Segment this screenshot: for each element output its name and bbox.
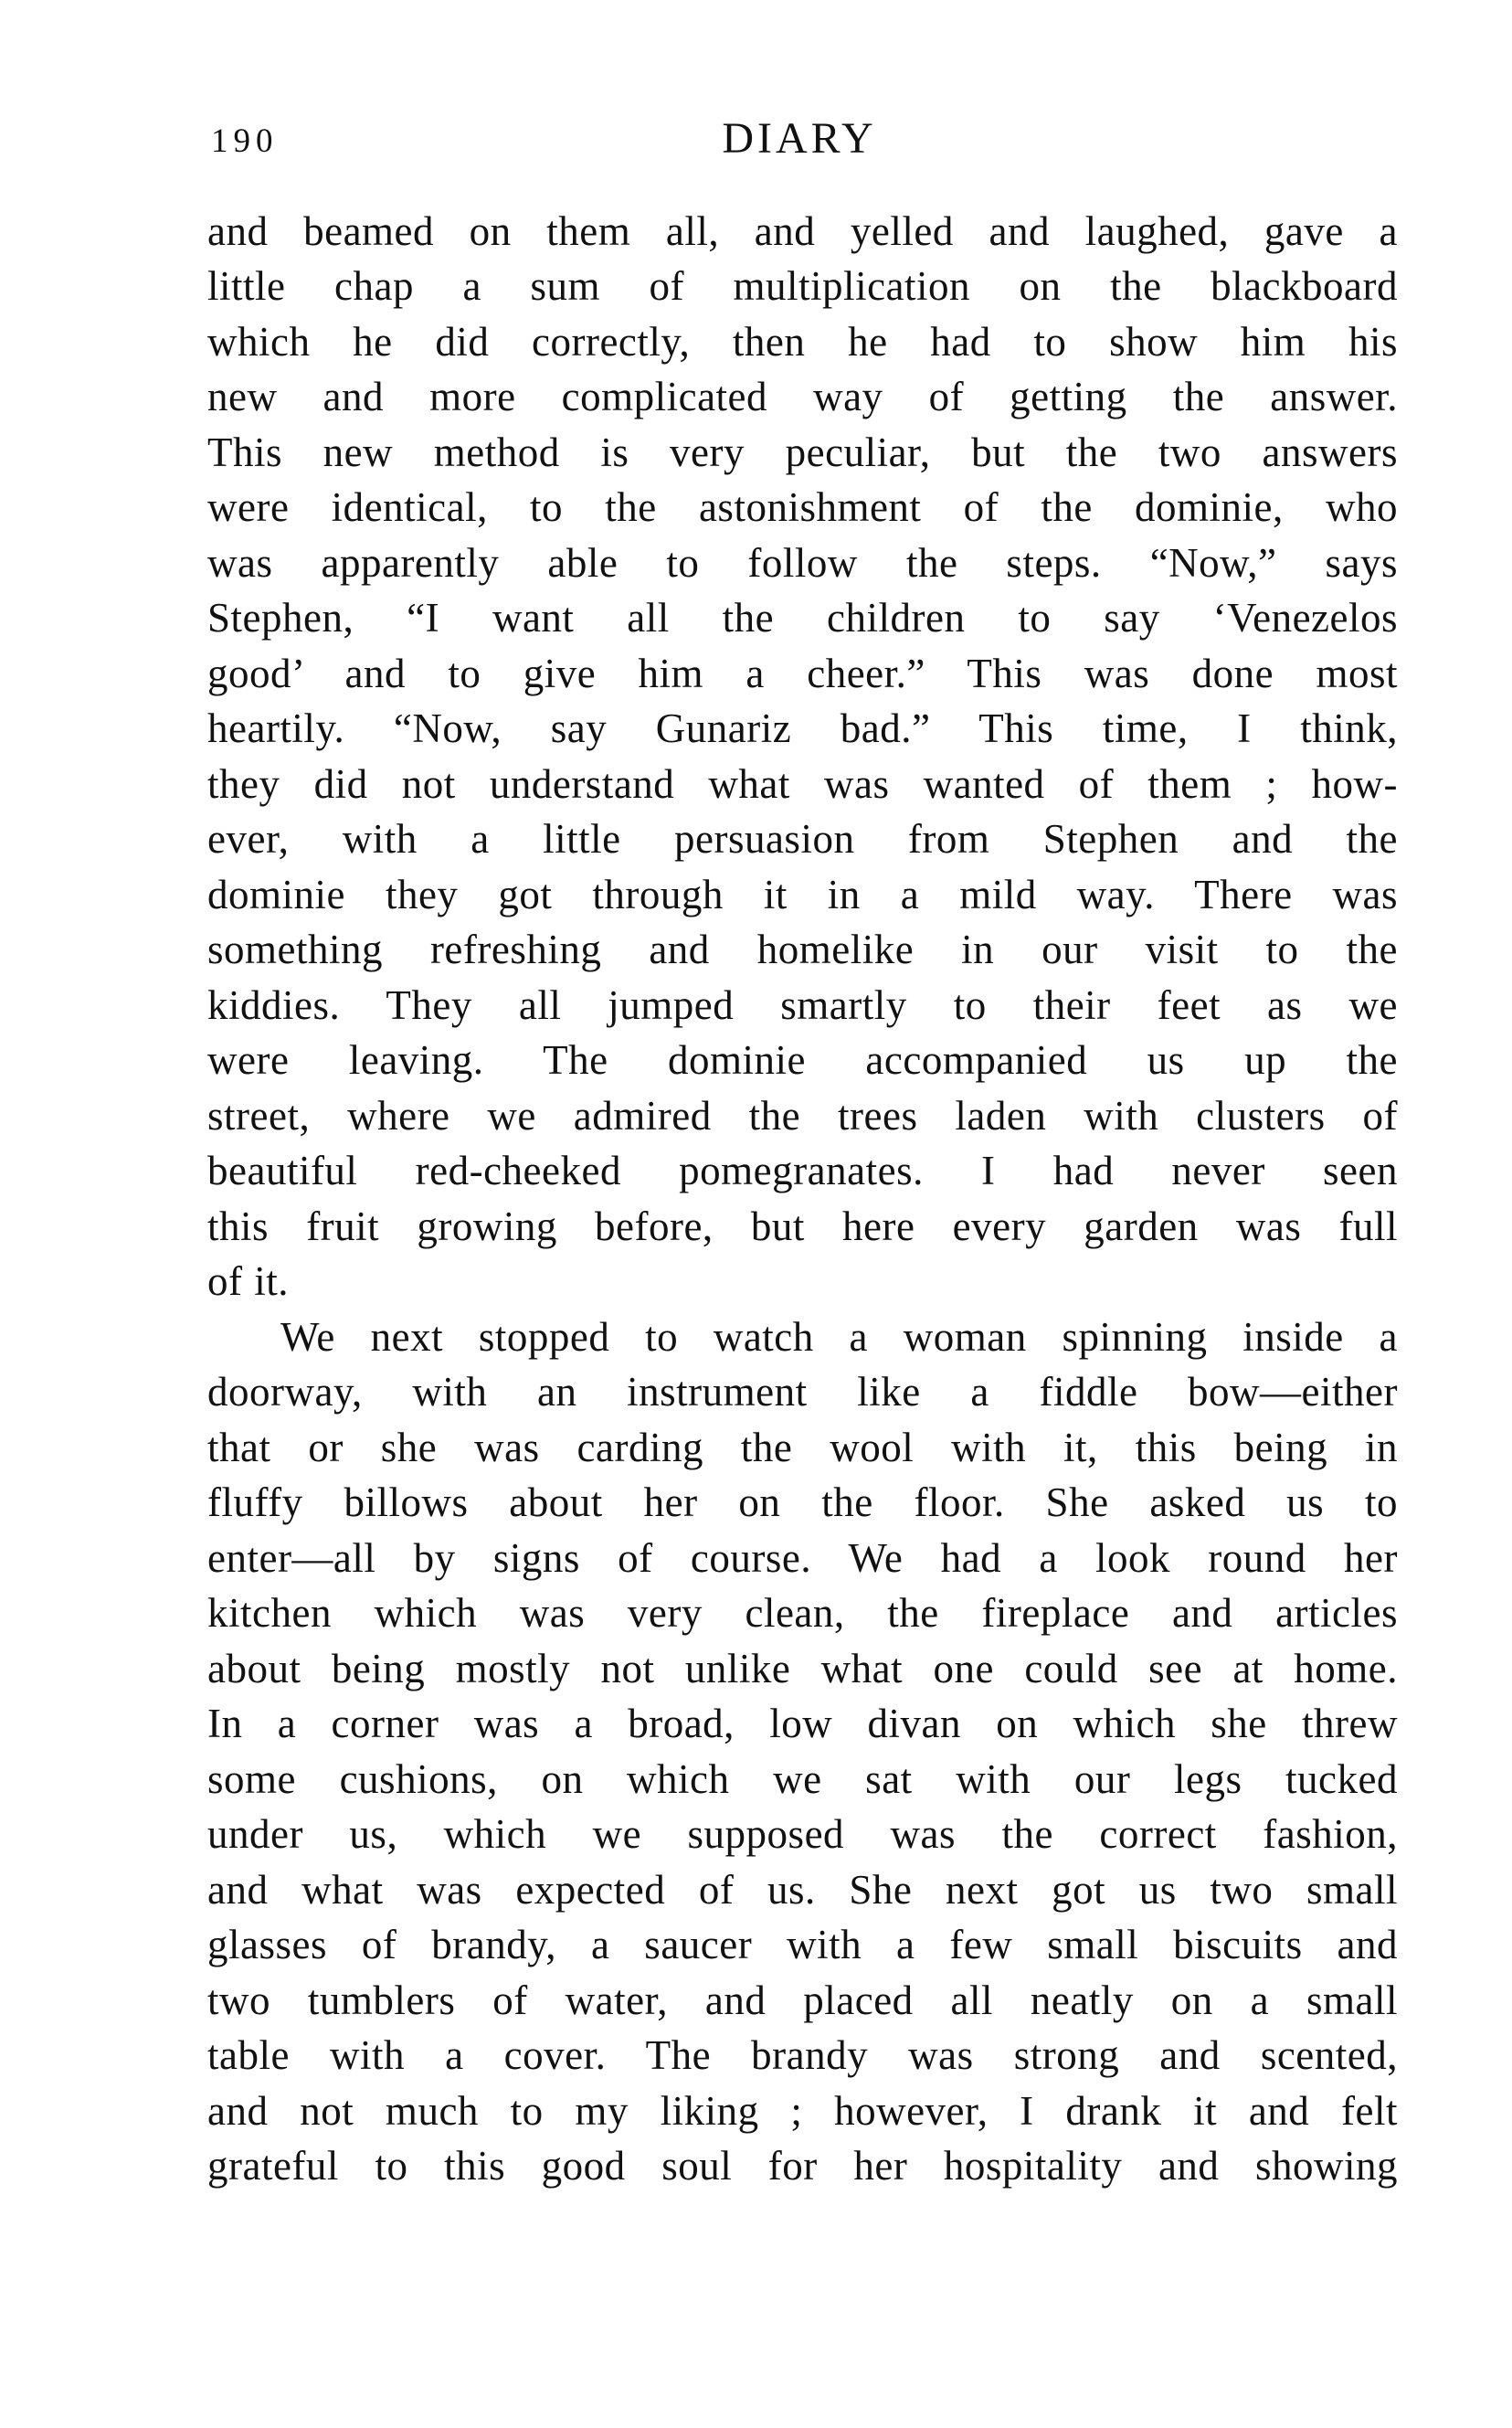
text-line: beautiful red-cheeked pomegranates. I had never seen	[207, 1148, 1398, 1194]
text-line: and beamed on them all, and yelled and laughed, gave a	[207, 207, 1398, 254]
text-line: new and more complicated way of getting the answer.	[207, 374, 1398, 420]
text-line: and what was expected of us. She next got us two small	[207, 1866, 1398, 1913]
text-line: something refreshing and homelike in our visit to the	[207, 927, 1398, 973]
text-line: and not much to my liking ; however, I drank it and felt	[207, 2087, 1398, 2134]
text-line: was apparently able to follow the steps. “Now,” says	[207, 539, 1398, 586]
paragraph-first-line: We next stopped to watch a woman spinning inside a	[280, 1313, 1398, 1360]
text-line: were leaving. The dominie accompanied us up the	[207, 1037, 1398, 1084]
text-line: that or she was carding the wool with it, this being in	[207, 1424, 1398, 1470]
text-line: kiddies. They all jumped smartly to their feet as we	[207, 981, 1398, 1028]
text-line: under us, which we supposed was the correct fashion,	[207, 1811, 1398, 1858]
text-line: doorway, with an instrument like a fiddle bow—either	[207, 1369, 1398, 1415]
text-line: about being mostly not unlike what one could see at home.	[207, 1645, 1398, 1691]
text-line: glasses of brandy, a saucer with a few small biscuits and	[207, 1922, 1398, 1968]
text-line: this fruit growing before, but here every garden was full	[207, 1203, 1398, 1249]
text-line: two tumblers of water, and placed all neatly on a small	[207, 1977, 1398, 2023]
text-line: fluffy billows about her on the floor. She asked us to	[207, 1479, 1398, 1526]
text-line: In a corner was a broad, low divan on which she threw	[207, 1701, 1398, 1747]
text-line: grateful to this good soul for her hospitality and showing	[207, 2143, 1398, 2189]
text-line: little chap a sum of multiplication on the blackboard	[207, 263, 1398, 310]
text-line: they did not understand what was wanted of them ; how-	[207, 760, 1398, 807]
text-line: good’ and to give him a cheer.” This was done most	[207, 650, 1398, 696]
text-line: ever, with a little persuasion from Stephen and the	[207, 816, 1398, 863]
text-line: table with a cover. The brandy was strong and scented,	[207, 2032, 1398, 2079]
text-line: enter—all by signs of course. We had a look round her	[207, 1534, 1398, 1581]
text-line: kitchen which was very clean, the fireplace and articles	[207, 1590, 1398, 1637]
text-line: Stephen, “I want all the children to say ‘Venezelos	[207, 595, 1398, 641]
text-line: were identical, to the astonishment of the dominie, who	[207, 484, 1398, 531]
page-number: 190	[211, 122, 279, 160]
text-line: heartily. “Now, say Gunariz bad.” This time, I think,	[207, 705, 1398, 752]
running-title: DIARY	[722, 114, 877, 163]
text-line: dominie they got through it in a mild way. There was	[207, 871, 1398, 917]
running-head	[0, 0, 1512, 183]
text-line: of it.	[207, 1258, 289, 1305]
body-text	[207, 204, 1398, 2194]
text-line: some cushions, on which we sat with our legs tucked	[207, 1755, 1398, 1802]
text-line: This new method is very peculiar, but the two answers	[207, 429, 1398, 475]
text-line: which he did correctly, then he had to show him his	[207, 318, 1398, 365]
text-line: street, where we admired the trees laden with clusters of	[207, 1092, 1398, 1139]
